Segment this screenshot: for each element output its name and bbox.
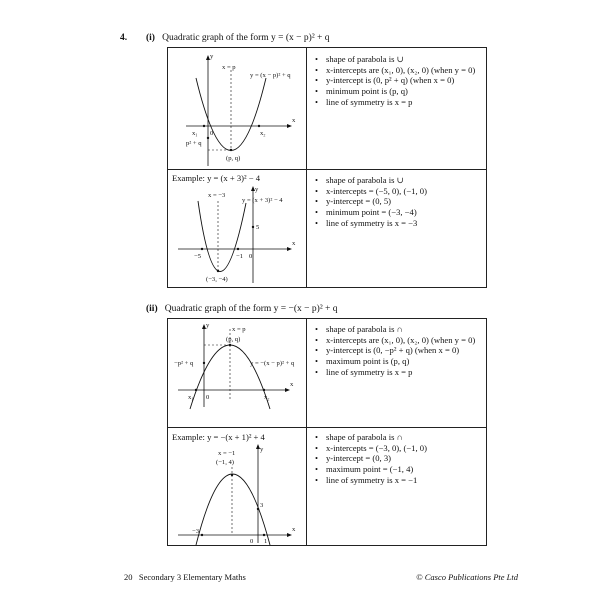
- bullet: • y-intercept is (0, p² + q) (when x = 0): [314, 75, 475, 86]
- origin-label: 0: [249, 253, 253, 260]
- row-divider: [168, 169, 486, 170]
- origin-label: 0: [250, 538, 254, 545]
- x1-label: x₁: [188, 394, 194, 401]
- x-axis-label: x: [292, 117, 296, 124]
- x-axis-label: x: [292, 526, 296, 533]
- question-number: 4.: [120, 33, 128, 43]
- bullet: • shape of parabola is ∩: [314, 432, 427, 443]
- bullet: • x-intercepts = (−3, 0), (−1, 0): [314, 443, 427, 454]
- bullet: • x-intercepts = (−5, 0), (−1, 0): [314, 186, 427, 197]
- y-intercept-label: 5: [256, 224, 260, 231]
- bullet: • line of symmetry is x = −1: [314, 475, 427, 486]
- example-ii-title: Example: y = −(x + 1)² + 4: [172, 432, 265, 442]
- equation-label: y = −(x − p)² + q: [250, 360, 295, 367]
- bullets-example-min: [314, 175, 427, 229]
- bullet: • line of symmetry is x = p: [314, 367, 475, 378]
- x-intercept-label: −1: [236, 253, 244, 260]
- symmetry-label: x = p: [222, 64, 236, 71]
- x-intercept-label: 1: [264, 538, 268, 545]
- bullet: • y-intercept = (0, 3): [314, 453, 427, 464]
- column-divider: [306, 48, 307, 287]
- x-axis-label: x: [290, 381, 294, 388]
- bullet: • maximum point = (−1, 4): [314, 464, 427, 475]
- origin-label: 0: [210, 130, 214, 137]
- x-intercept-label: −5: [194, 253, 202, 260]
- book-title: Secondary 3 Elementary Maths: [138, 572, 246, 582]
- page-number: 20: [124, 572, 133, 582]
- publisher-credit: © Casco Publications Pte Ltd: [416, 572, 518, 582]
- bullet: • maximum point is (p, q): [314, 356, 475, 367]
- part-i-title: Quadratic graph of the form y = (x − p)² + q: [162, 33, 330, 43]
- y-intercept-label: p² + q: [186, 140, 202, 147]
- x2-label: x₂: [260, 130, 266, 137]
- y-axis-label: y: [210, 53, 214, 60]
- bullet: • y-intercept is (0, −p² + q) (when x = 0): [314, 345, 475, 356]
- y-axis-label: y: [255, 186, 259, 193]
- equation-label: y = (x + 3)² − 4: [242, 197, 283, 204]
- x-axis-label: x: [292, 240, 296, 247]
- part-i-heading: [146, 33, 330, 43]
- x-intercept-label: −3: [192, 528, 200, 535]
- graph-general-max: [168, 319, 306, 427]
- origin-label: 0: [206, 394, 210, 401]
- x1-label: x₁: [192, 130, 198, 137]
- symmetry-label: x = p: [232, 326, 246, 333]
- bullet: • shape of parabola is ∪: [314, 54, 475, 65]
- column-divider: [306, 319, 307, 545]
- bullet: • y-intercept = (0, 5): [314, 196, 427, 207]
- bullet: • x-intercepts are (x₁, 0), (x₂, 0) (when y = 0): [314, 335, 475, 346]
- vertex-label: (−3, −4): [206, 276, 228, 283]
- table-part-ii: [167, 318, 487, 546]
- bullet: • shape of parabola is ∪: [314, 175, 427, 186]
- part-ii-title: Quadratic graph of the form y = −(x − p)² + q: [164, 304, 338, 314]
- y-axis-label: y: [206, 322, 210, 329]
- y-intercept-label: 3: [260, 502, 264, 509]
- example-i-title: Example: y = (x + 3)² − 4: [172, 173, 260, 183]
- bullet: • shape of parabola is ∩: [314, 324, 475, 335]
- bullets-general-min: [314, 54, 475, 108]
- table-part-i: [167, 47, 487, 288]
- graph-example-max: [168, 441, 306, 545]
- part-ii-label: (ii): [146, 304, 158, 314]
- equation-label: y = (x − p)² + q: [250, 72, 291, 79]
- footer-left: [124, 572, 246, 582]
- part-ii-heading: [146, 304, 338, 314]
- part-i-label: (i): [146, 33, 155, 43]
- graph-example-min: [168, 183, 306, 287]
- bullets-example-max: [314, 432, 427, 486]
- vertex-label: (p, q): [226, 336, 241, 343]
- vertex-label: (p, q): [226, 155, 241, 162]
- x2-label: x₂: [264, 394, 270, 401]
- row-divider: [168, 427, 486, 428]
- bullet: • line of symmetry is x = p: [314, 97, 475, 108]
- bullets-general-max: [314, 324, 475, 378]
- bullet: • line of symmetry is x = −3: [314, 218, 427, 229]
- graph-general-min: [168, 48, 306, 169]
- vertex-label: (−1, 4): [216, 459, 235, 466]
- symmetry-label: x = −1: [218, 450, 236, 457]
- y-intercept-label: −p² + q: [174, 360, 194, 367]
- y-axis-label: y: [260, 446, 264, 453]
- bullet: • x-intercepts are (x₁, 0), (x₂, 0) (when y = 0): [314, 65, 475, 76]
- bullet: • minimum point is (p, q): [314, 86, 475, 97]
- symmetry-label: x = −3: [208, 192, 226, 199]
- bullet: • minimum point = (−3, −4): [314, 207, 427, 218]
